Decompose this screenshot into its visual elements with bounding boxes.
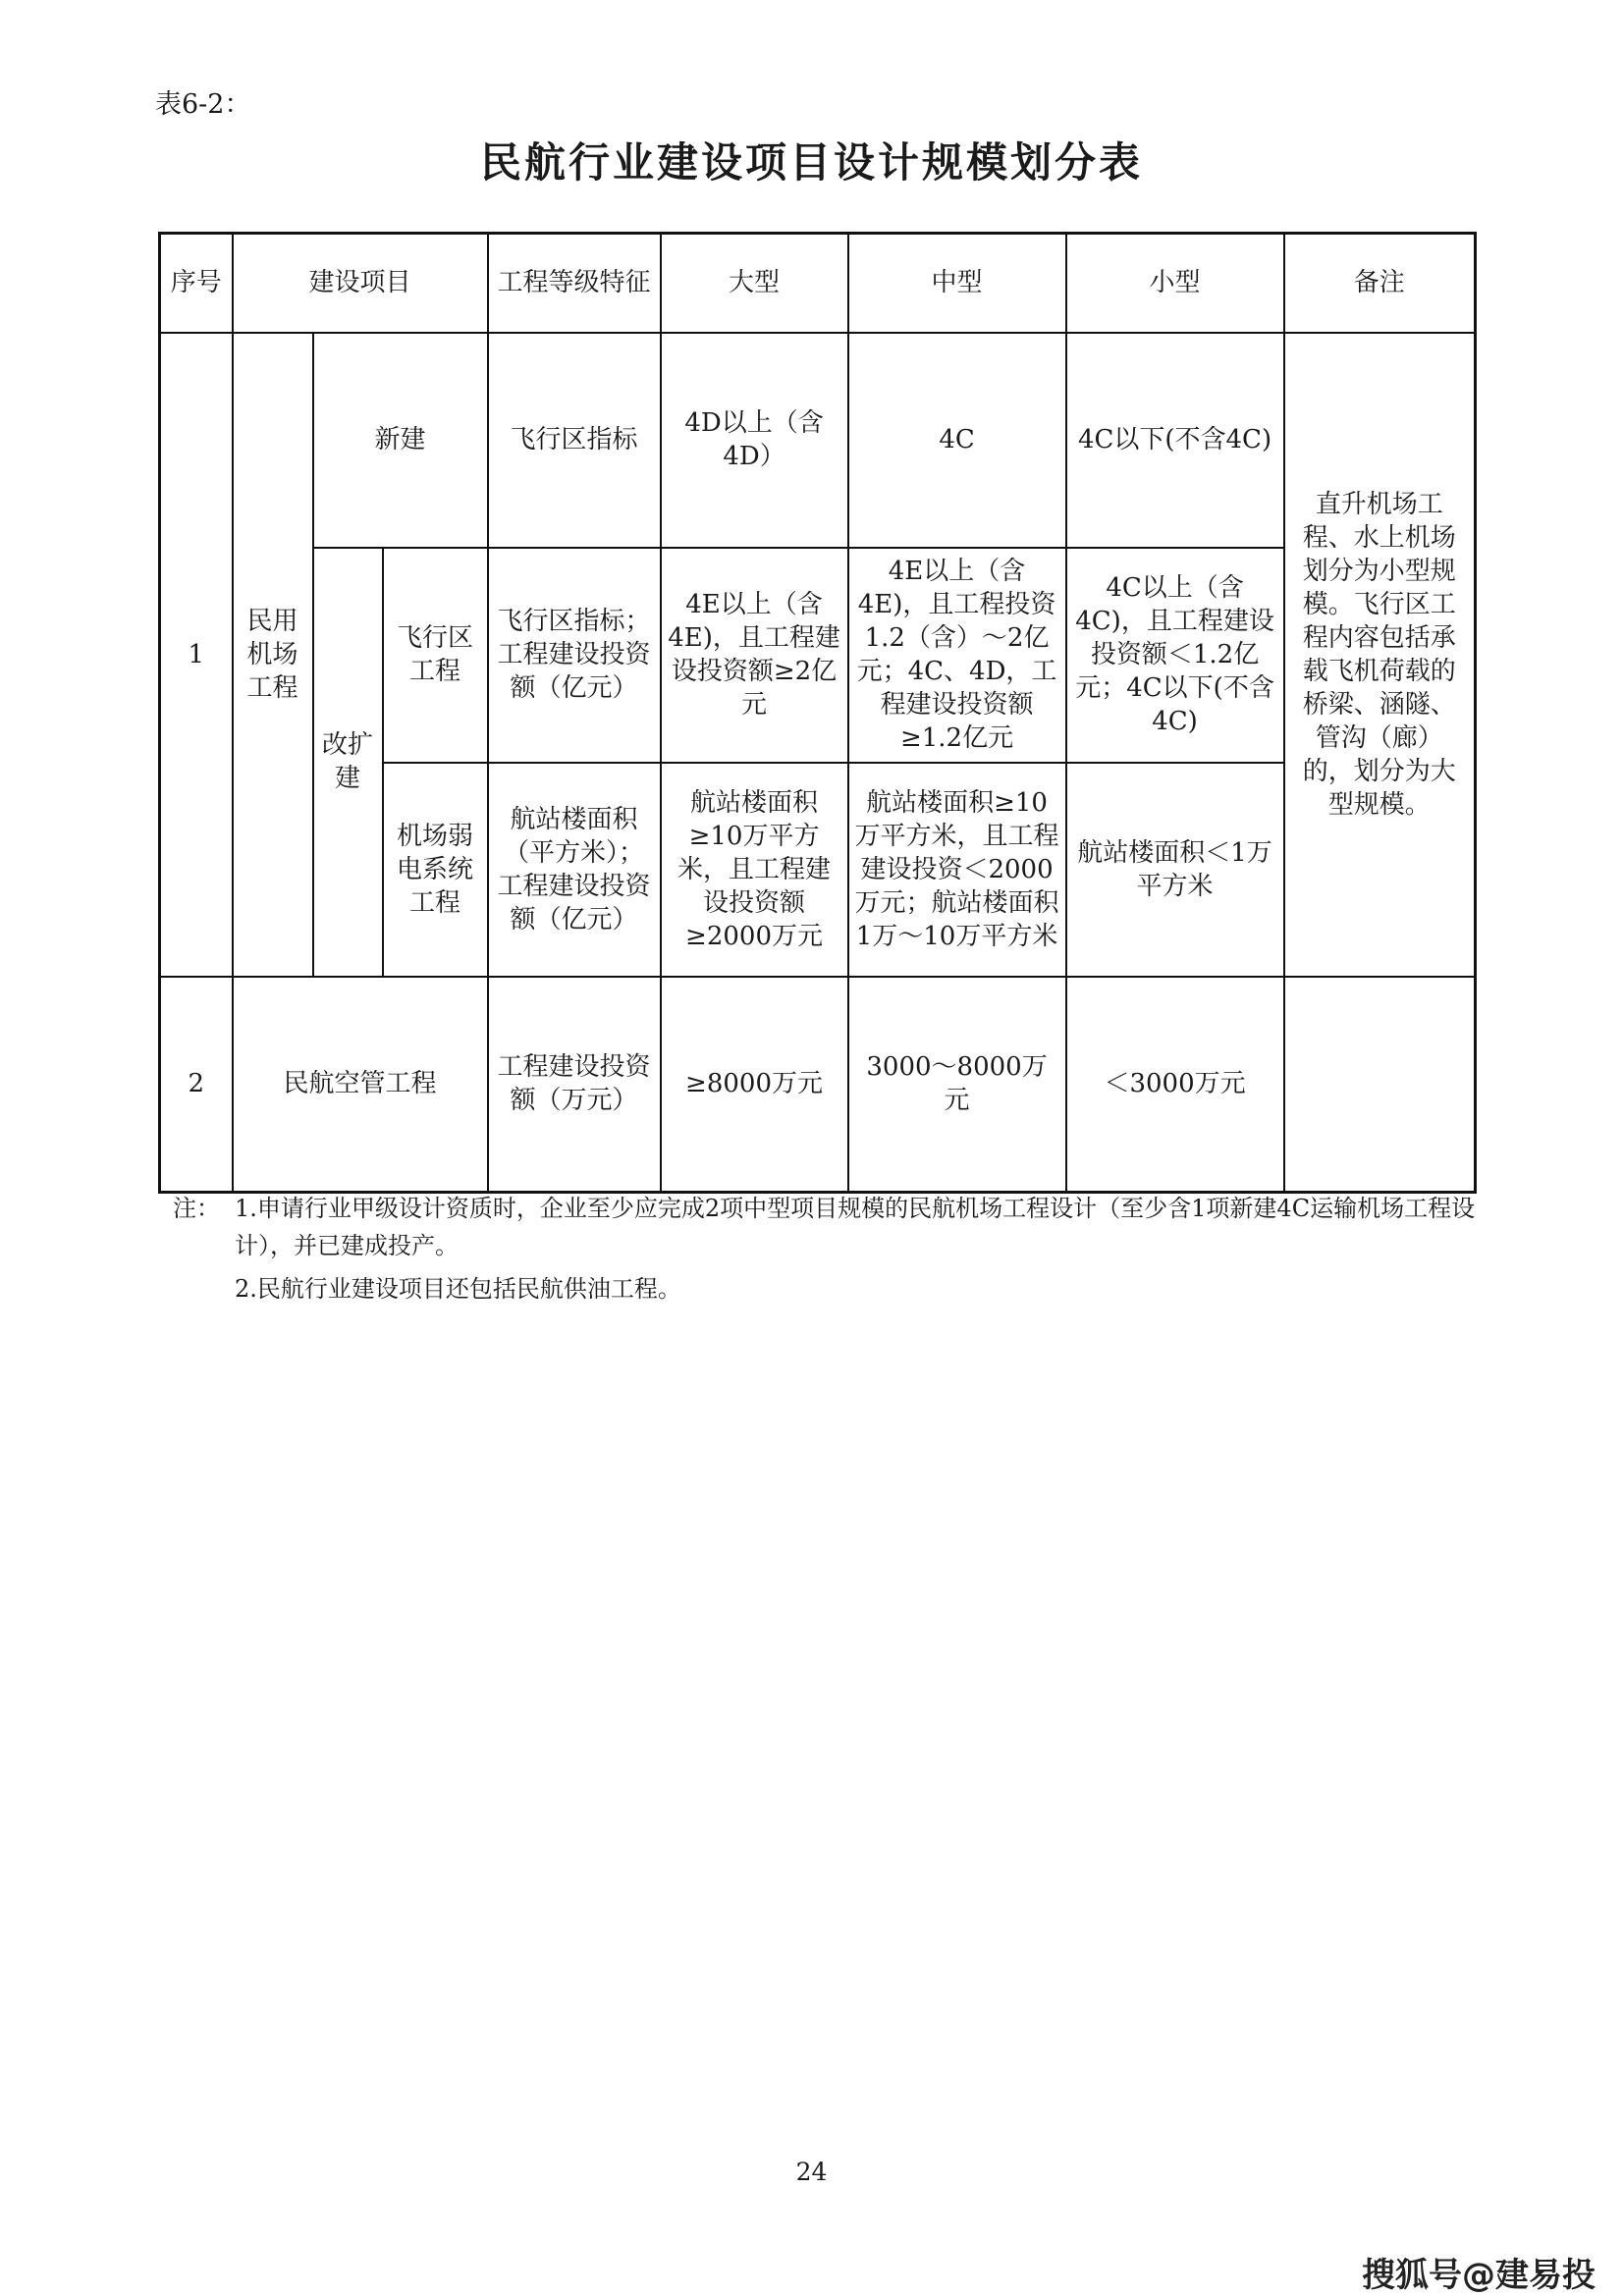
airfield-large: 4E以上（含4E)，且工程建设投资额≥2亿元 (661, 548, 848, 763)
footnote-1: 1.申请行业甲级设计资质时，企业至少应完成2项中型项目规模的民航机场工程设计（至少含1项新建4C运输机场工程设计），并已建成投产。 (235, 1195, 1476, 1259)
page-title: 民航行业建设项目设计规模划分表 (479, 138, 1143, 187)
weak-current-medium: 航站楼面积≥10万平方米，且工程建设投资＜2000万元；航站楼面积1万～10万平方米 (848, 763, 1066, 977)
header-project: 建设项目 (233, 234, 488, 333)
header-seq: 序号 (160, 234, 233, 333)
row2-feature: 工程建设投资额（万元） (488, 977, 661, 1193)
table-number-label: 表6-2： (155, 89, 251, 120)
table-row-airfield (160, 548, 1476, 763)
row2-project: 民航空管工程 (233, 977, 488, 1193)
weak-current-label: 机场弱电系统工程 (383, 763, 488, 977)
header-row (160, 234, 1476, 333)
row2-large: ≥8000万元 (661, 977, 848, 1193)
row1-note: 直升机场工程、水上机场划分为小型规模。飞行区工程内容包括承载飞机荷载的桥梁、涵隧、管沟（廊）的，划分为大型规模。 (1284, 333, 1476, 977)
new-build-label: 新建 (313, 333, 488, 548)
row1-seq: 1 (160, 333, 233, 977)
row2-note (1284, 977, 1476, 1193)
footnotes (173, 1190, 1488, 1308)
new-build-medium: 4C (848, 333, 1066, 548)
table-row-atc (160, 977, 1476, 1193)
weak-current-large: 航站楼面积≥10万平方米，且工程建设投资额≥2000万元 (661, 763, 848, 977)
header-large: 大型 (661, 234, 848, 333)
footnote-2: 2.民航行业建设项目还包括民航供油工程。 (235, 1275, 681, 1303)
header-medium: 中型 (848, 234, 1066, 333)
header-small: 小型 (1066, 234, 1284, 333)
airfield-feature: 飞行区指标；工程建设投资额（亿元） (488, 548, 661, 763)
new-build-feature: 飞行区指标 (488, 333, 661, 548)
design-scale-table (158, 232, 1477, 1194)
footnote-prefix: 注： (173, 1195, 220, 1222)
airfield-small: 4C以上（含4C)，且工程建设投资额＜1.2亿元；4C以下(不含4C) (1066, 548, 1284, 763)
page-number: 24 (795, 2158, 828, 2186)
weak-current-small: 航站楼面积＜1万平方米 (1066, 763, 1284, 977)
row2-small: ＜3000万元 (1066, 977, 1284, 1193)
new-build-large: 4D以上（含4D） (661, 333, 848, 548)
row1-category: 民用机场工程 (233, 333, 313, 977)
header-note: 备注 (1284, 234, 1476, 333)
expansion-label: 改扩建 (313, 548, 383, 977)
airfield-label: 飞行区工程 (383, 548, 488, 763)
row2-medium: 3000～8000万元 (848, 977, 1066, 1193)
watermark: 搜狐号@建易投 (1362, 2256, 1596, 2295)
airfield-medium: 4E以上（含4E)，且工程投资1.2（含）～2亿元；4C、4D，工程建设投资额≥1.2亿元 (848, 548, 1066, 763)
row2-seq: 2 (160, 977, 233, 1193)
header-feature: 工程等级特征 (488, 234, 661, 333)
weak-current-feature: 航站楼面积（平方米）；工程建设投资额（亿元） (488, 763, 661, 977)
table-row-new-build (160, 333, 1476, 548)
new-build-small: 4C以下(不含4C) (1066, 333, 1284, 548)
